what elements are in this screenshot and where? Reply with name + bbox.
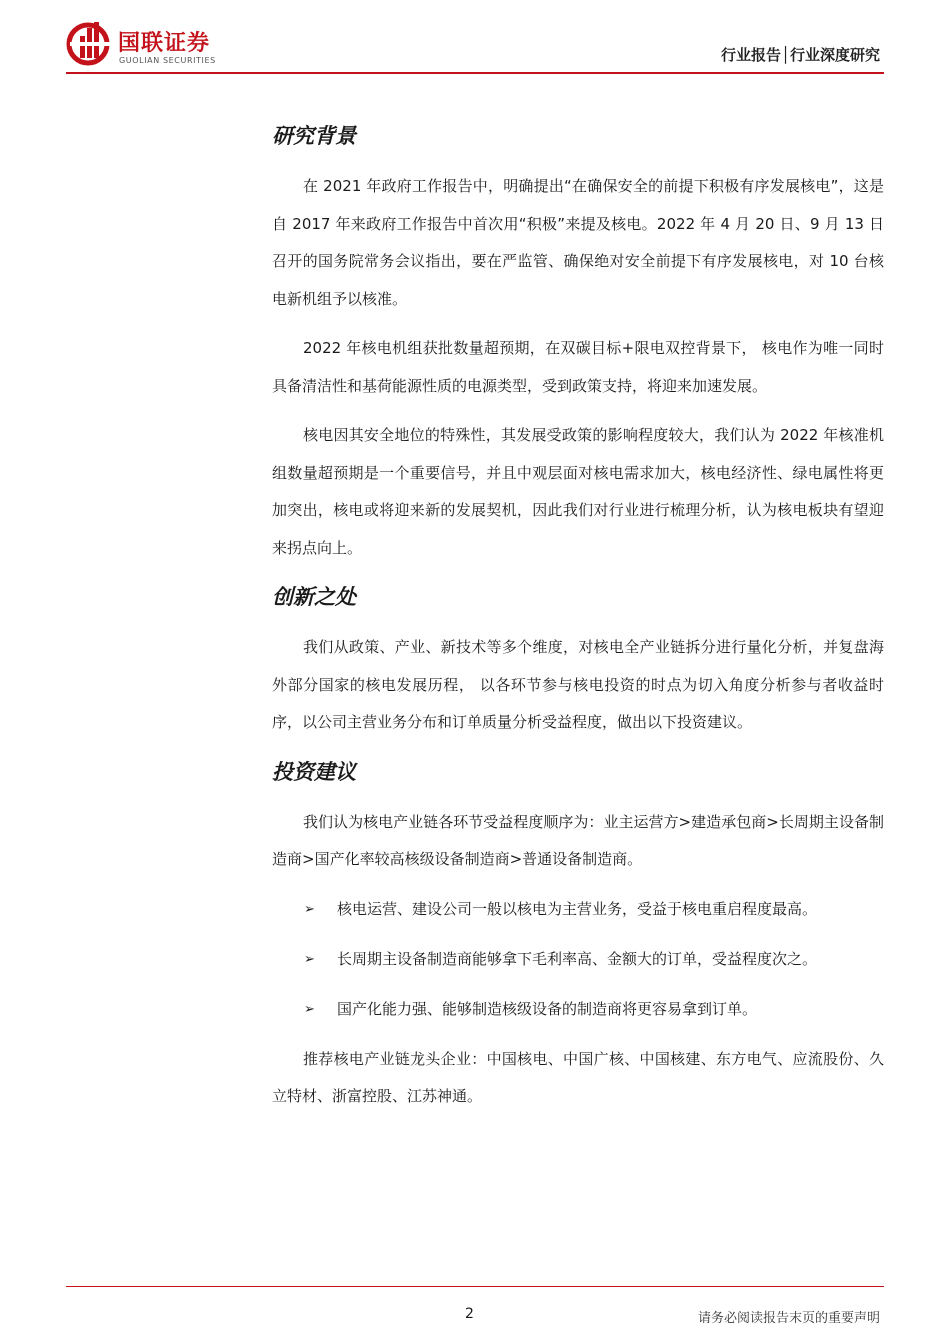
logo-text-cn: 国联证券 (118, 31, 211, 56)
header-divider (66, 72, 884, 74)
page-number: 2 (465, 1306, 474, 1322)
paragraph: 在 2021 年政府工作报告中，明确提出“在确保安全的前提下积极有序发展核电”，这是自 2017 年来政府工作报告中首次用“积极”来提及核电。2022 年 4 月 20 日、9 月 13 日召开的国务院常务会议指出，要在严监管、确保绝对安全前提下有序发展核电，对 10 台核电新机组予以核准。 (272, 177, 884, 308)
arrow-bullet-icon: ➢ (304, 1001, 315, 1017)
section-title: 投资建议 (272, 758, 356, 784)
paragraph: 2022 年核电机组获批数量超预期，在双碳目标+限电双控背景下， 核电作为唯一同时具备清洁性和基荷能源性质的电源类型，受到政策支持，将迎来加速发展。 (272, 339, 884, 395)
logo-text-en: GUOLIAN SECURITIES (119, 56, 216, 65)
company-logo (66, 18, 266, 74)
section-innovation (272, 579, 884, 742)
section-investment-advice (272, 754, 884, 1116)
list-item (272, 991, 884, 1028)
footer-divider (66, 1286, 884, 1287)
arrow-bullet-icon: ➢ (304, 951, 315, 967)
list-item (272, 891, 884, 928)
list-item-text: 长周期主设备制造商能够拿下毛利率高、金额大的订单，受益程度次之。 (337, 949, 818, 968)
report-type-label: 行业报告│行业深度研究 (720, 46, 880, 64)
paragraph: 推荐核电产业链龙头企业：中国核电、中国广核、中国核建、东方电气、应流股份、久立特材、浙富控股、江苏神通。 (272, 1049, 884, 1105)
paragraph: 我们认为核电产业链各环节受益程度顺序为：业主运营方>建造承包商>长周期主设备制造商>国产化率较高核级设备制造商>普通设备制造商。 (272, 812, 884, 868)
paragraph: 我们从政策、产业、新技术等多个维度，对核电全产业链拆分进行量化分析，并复盘海外部分国家的核电发展历程， 以各环节参与核电投资的时点为切入角度分析参与者收益时序，以公司主营业务分布和订单质量分析受益程度，做出以下投资建议。 (272, 638, 884, 731)
page-header (0, 0, 950, 80)
guolian-logo-icon (66, 18, 112, 68)
section-background (272, 118, 884, 567)
list-item (272, 941, 884, 978)
arrow-bullet-icon: ➢ (304, 901, 315, 917)
section-title: 研究背景 (272, 123, 356, 148)
footer-disclaimer: 请务必阅读报告末页的重要声明 (697, 1311, 880, 1326)
list-item-text: 国产化能力强、能够制造核级设备的制造商将更容易拿到订单。 (337, 999, 758, 1018)
list-item-text: 核电运营、建设公司一般以核电为主营业务，受益于核电重启程度最高。 (337, 899, 818, 918)
report-body (272, 118, 884, 1128)
paragraph: 核电因其安全地位的特殊性，其发展受政策的影响程度较大，我们认为 2022 年核准机组数量超预期是一个重要信号，并且中观层面对核电需求加大，核电经济性、绿电属性将更加突出，核电或将迎来新的发展契机，因此我们对行业进行梳理分析，认为核电板块有望迎来拐点向上。 (272, 426, 884, 557)
section-title: 创新之处 (272, 584, 356, 609)
bullet-list (272, 891, 884, 1028)
